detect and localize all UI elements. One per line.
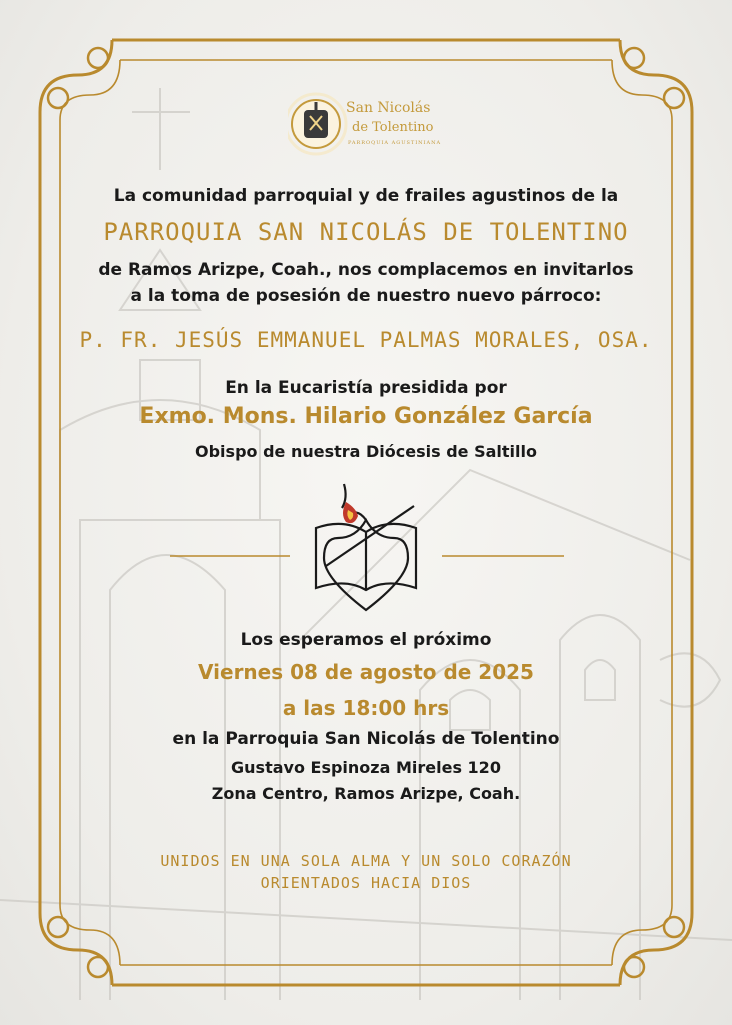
logo-line2: de Tolentino bbox=[352, 120, 434, 135]
priest-name: P. FR. JESÚS EMMANUEL PALMAS MORALES, OSA. bbox=[79, 328, 653, 352]
eucharist-line1: En la Eucaristía presidida por bbox=[225, 378, 507, 398]
event-date: Viernes 08 de agosto de 2025 bbox=[198, 660, 534, 684]
event-address1: Gustavo Espinoza Mireles 120 bbox=[231, 758, 501, 777]
event-time: a las 18:00 hrs bbox=[282, 696, 450, 720]
heart-book-emblem-icon bbox=[296, 478, 436, 618]
parish-name: PARROQUIA SAN NICOLÁS DE TOLENTINO bbox=[103, 218, 629, 246]
bishop-name: Exmo. Mons. Hilario González García bbox=[139, 404, 593, 429]
event-intro: Los esperamos el próximo bbox=[240, 630, 492, 650]
motto-line1: UNIDOS EN UNA SOLA ALMA Y UN SOLO CORAZÓN bbox=[160, 852, 572, 870]
intro-line1: La comunidad parroquial y de frailes agustinos de la bbox=[113, 186, 619, 206]
intro-line3: a la toma de posesión de nuestro nuevo párroco: bbox=[130, 286, 602, 306]
intro-line2: de Ramos Arizpe, Coah., nos complacemos en invitarlos bbox=[98, 260, 634, 280]
motto-line2: ORIENTADOS HACIA DIOS bbox=[260, 874, 472, 892]
eucharist-line2: Obispo de nuestra Diócesis de Saltillo bbox=[195, 442, 537, 461]
logo-line1: San Nicolás bbox=[346, 100, 431, 116]
event-address2: Zona Centro, Ramos Arizpe, Coah. bbox=[211, 784, 521, 803]
parish-logo bbox=[288, 92, 448, 156]
event-place: en la Parroquia San Nicolás de Tolentino bbox=[172, 729, 560, 749]
logo-tagline: PARROQUIA AGUSTINIANA bbox=[348, 140, 442, 146]
